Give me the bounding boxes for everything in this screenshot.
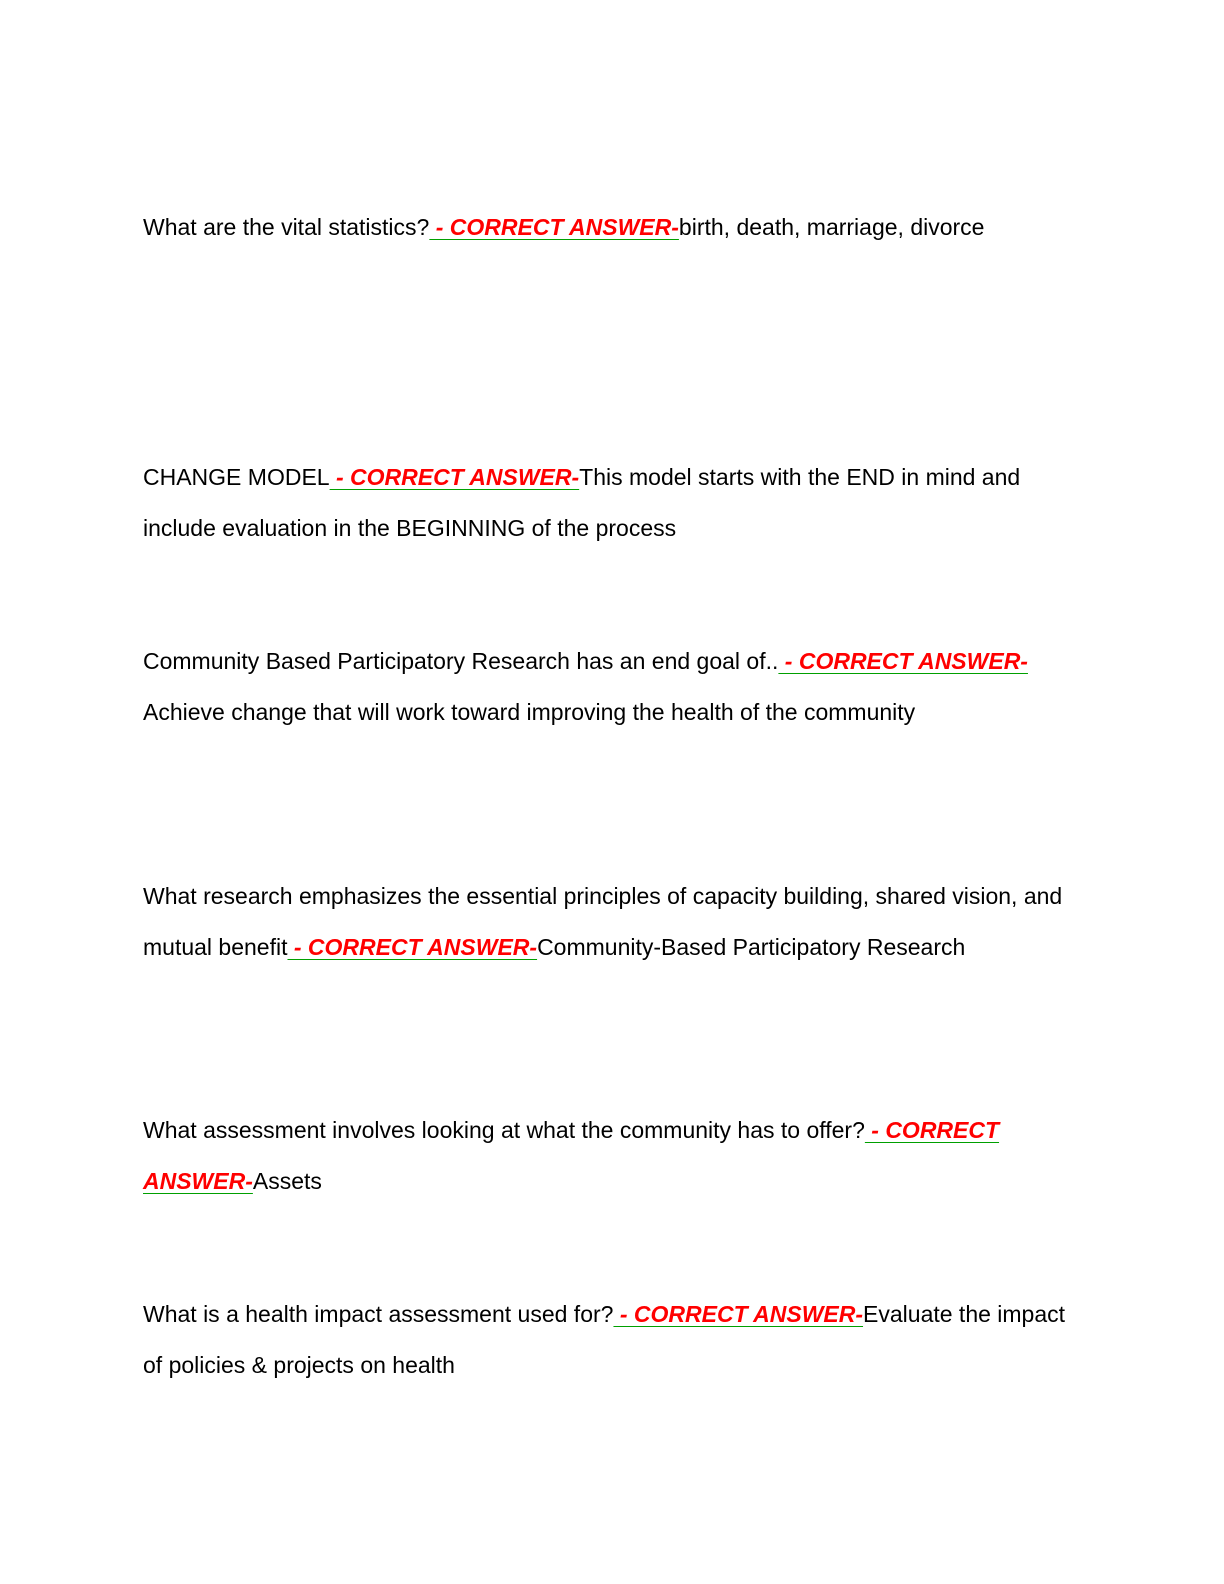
correct-answer-marker: - CORRECT ANSWER- <box>329 464 580 490</box>
qa-item-5 <box>143 1105 1078 1207</box>
qa-item-6 <box>143 1289 1078 1391</box>
qa-item-2 <box>143 452 1078 554</box>
qa-item-3 <box>143 636 1078 738</box>
qa-item-4 <box>143 871 1078 973</box>
correct-answer-marker: - CORRECT ANSWER- <box>429 214 679 240</box>
correct-answer-marker: - CORRECT ANSWER- <box>613 1301 864 1327</box>
answer-text: birth, death, marriage, divorce <box>678 214 985 240</box>
question-text: Community Based Participatory Research has an end goal of.. <box>143 648 779 674</box>
answer-text: This model starts with the END in mind and include evaluation in the BEGINNING of the process <box>143 464 1021 541</box>
question-text: CHANGE MODEL <box>143 464 330 490</box>
answer-text: Community-Based Participatory Research <box>537 934 966 960</box>
question-text: What research emphasizes the essential principles of capacity building, shared vision, and mutual benefit <box>143 883 1063 960</box>
question-text: What assessment involves looking at what the community has to offer? <box>143 1117 865 1143</box>
correct-answer-marker: - CORRECT ANSWER- <box>287 934 538 960</box>
question-text: What is a health impact assessment used for? <box>143 1301 614 1327</box>
answer-text: Evaluate the impact of policies & projects on health <box>143 1301 1066 1378</box>
answer-text: Assets <box>252 1168 322 1194</box>
correct-answer-marker: - CORRECT ANSWER- <box>778 648 1028 674</box>
answer-text: Achieve change that will work toward improving the health of the community <box>143 699 916 725</box>
correct-answer-marker: - CORRECT ANSWER- <box>143 1117 1000 1194</box>
question-text: What are the vital statistics? <box>143 214 430 240</box>
qa-item-1 <box>143 202 1078 253</box>
